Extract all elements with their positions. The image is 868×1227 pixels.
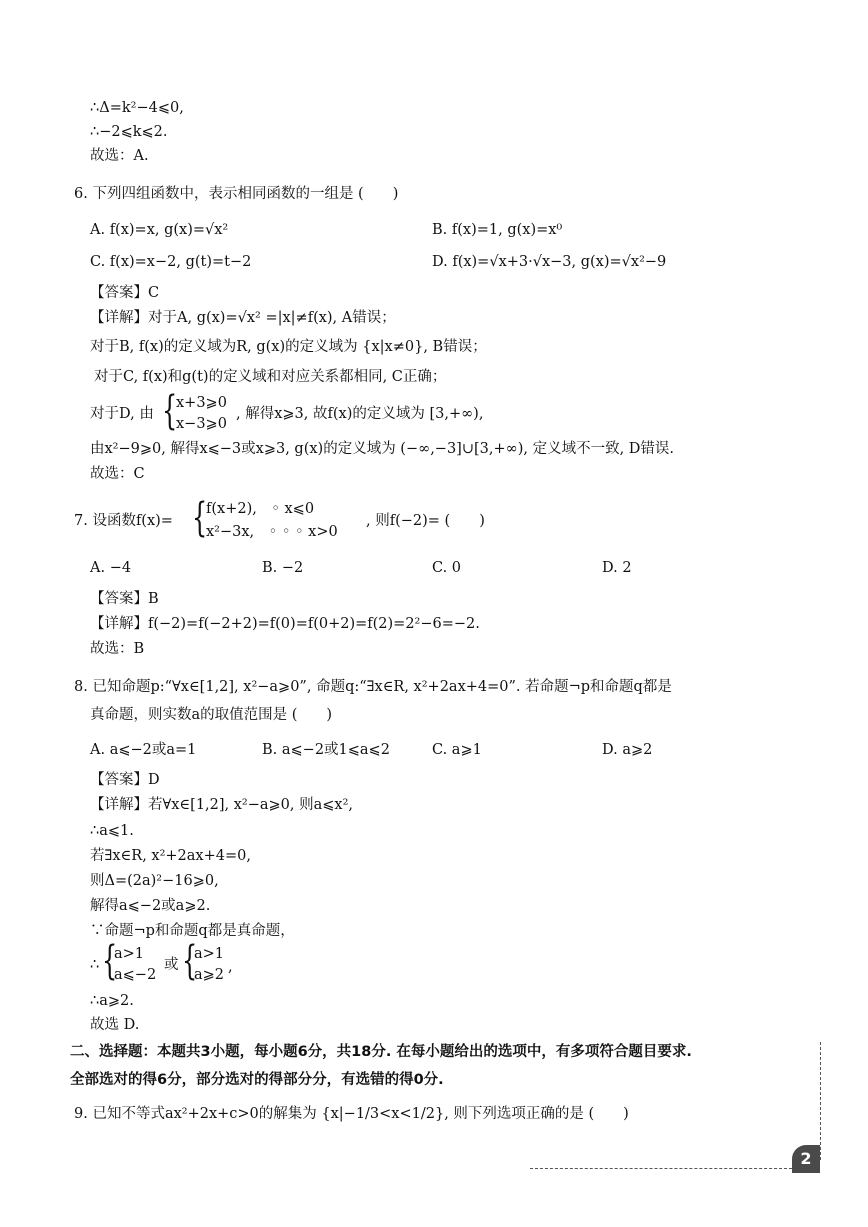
q8-detail-line: ∴a⩽1.: [90, 823, 134, 839]
left-brace: {: [162, 388, 178, 434]
q7-option-c: C. 0: [432, 560, 462, 576]
q7-option-b: B. −2: [262, 560, 304, 576]
q6-detail-line: 故选：C: [90, 466, 145, 482]
q6-option-d: D. f(x)=√x+3·√x−3, g(x)=√x²−9: [432, 254, 667, 270]
q6-detail-line: 【详解】对于A, g(x)=√x² =|x|≠f(x), A错误；: [90, 310, 396, 326]
system-bottom: a⩽−2: [114, 967, 157, 983]
q8-detail-line: ∴: [90, 957, 100, 973]
dashed-border-horizontal: [530, 1168, 792, 1169]
piecewise-case-2: x²−3x, ◦ ◦ ◦ x>0: [206, 524, 338, 540]
left-brace: {: [102, 938, 118, 984]
question-6-stem: 6. 下列四组函数中，表示相同函数的一组是 ( ): [74, 186, 399, 202]
system-bottom: x−3⩾0: [176, 416, 227, 432]
q8-option-a: A. a⩽−2或a=1: [90, 742, 197, 758]
question-9-stem: 9. 已知不等式ax²+2x+c>0的解集为 {x|−1/3<x<1/2}, 则下列选项正确的是 ( ): [74, 1106, 629, 1122]
q8-answer: 【答案】D: [90, 772, 160, 788]
q8-detail-line: 则Δ=(2a)²−16⩾0,: [90, 873, 219, 889]
question-8-stem: 真命题，则实数a的取值范围是 ( ): [90, 707, 333, 723]
q7-answer: 【答案】B: [90, 591, 159, 607]
question-8-stem: 8. 已知命题p:“∀x∈[1,2], x²−a⩾0”, 命题q:“∃x∈R, x²+2ax+4=0”. 若命题¬p和命题q都是: [74, 679, 672, 695]
q8-detail-line: 解得a⩽−2或a⩾2.: [90, 898, 211, 914]
q6-answer: 【答案】C: [90, 285, 160, 301]
page-number: 2: [792, 1145, 820, 1173]
q6-option-a: A. f(x)=x, g(x)=√x²: [90, 222, 229, 238]
q6-option-c: C. f(x)=x−2, g(t)=t−2: [90, 254, 252, 270]
q6-detail-line: 由x²−9⩾0, 解得x⩽−3或x⩾3, g(x)的定义域为 (−∞,−3]∪[3,+∞), 定义域不一致, D错误.: [90, 441, 675, 457]
q6-option-b: B. f(x)=1, g(x)=x⁰: [432, 222, 563, 238]
q8-detail-line: 故选 D.: [90, 1017, 140, 1033]
q6-detail-line: 对于B, f(x)的定义域为R, g(x)的定义域为 {x|x≠0}, B错误；: [90, 339, 487, 355]
q8-option-c: C. a⩾1: [432, 742, 482, 758]
question-7-stem: 7. 设函数f(x)=: [74, 513, 173, 529]
dashed-border-vertical: [820, 1042, 821, 1160]
system-top: a>1: [114, 946, 145, 962]
q8-option-b: B. a⩽−2或1⩽a⩽2: [262, 742, 390, 758]
system-bottom: a⩾2: [194, 967, 225, 983]
left-brace: {: [192, 495, 208, 541]
piecewise-case-1: f(x+2), ◦ x⩽0: [206, 501, 315, 517]
section-heading: 全部选对的得6分，部分选对的得部分分，有选错的得0分.: [70, 1072, 444, 1088]
system-top: a>1: [194, 946, 225, 962]
or-text: 或: [164, 957, 179, 973]
q8-detail-line: 若∃x∈R, x²+2ax+4=0,: [90, 848, 251, 864]
q6-detail-line: , 解得x⩾3, 故f(x)的定义域为 [3,+∞),: [236, 406, 484, 422]
q6-detail-line: 对于C, f(x)和g(t)的定义域和对应关系都相同, C正确；: [94, 369, 447, 385]
solution-line: 故选：A.: [90, 148, 149, 164]
q7-detail-line: 故选：B: [90, 641, 145, 657]
section-heading: 二、选择题：本题共3小题，每小题6分，共18分. 在每小题给出的选项中，有多项符合题目要求.: [70, 1044, 692, 1060]
q7-option-d: D. 2: [602, 560, 632, 576]
q8-detail-line: 【详解】若∀x∈[1,2], x²−a⩾0, 则a⩽x²,: [90, 797, 354, 813]
left-brace: {: [182, 938, 198, 984]
solution-line: ∴−2⩽k⩽2.: [90, 124, 168, 140]
question-7-stem: , 则f(−2)= ( ): [366, 513, 485, 529]
solution-line: ∴Δ=k²−4⩽0,: [90, 100, 184, 116]
q7-detail-line: 【详解】f(−2)=f(−2+2)=f(0)=f(0+2)=f(2)=2²−6=−2.: [90, 616, 480, 632]
system-top: x+3⩾0: [176, 395, 227, 411]
q8-detail-line: ∵命题¬p和命题q都是真命题，: [90, 923, 295, 939]
q8-detail-line: ∴a⩾2.: [90, 993, 134, 1009]
comma: ,: [228, 959, 233, 975]
q6-detail-line: 对于D, 由: [90, 406, 154, 422]
q7-option-a: A. −4: [90, 560, 132, 576]
q8-option-d: D. a⩾2: [602, 742, 653, 758]
